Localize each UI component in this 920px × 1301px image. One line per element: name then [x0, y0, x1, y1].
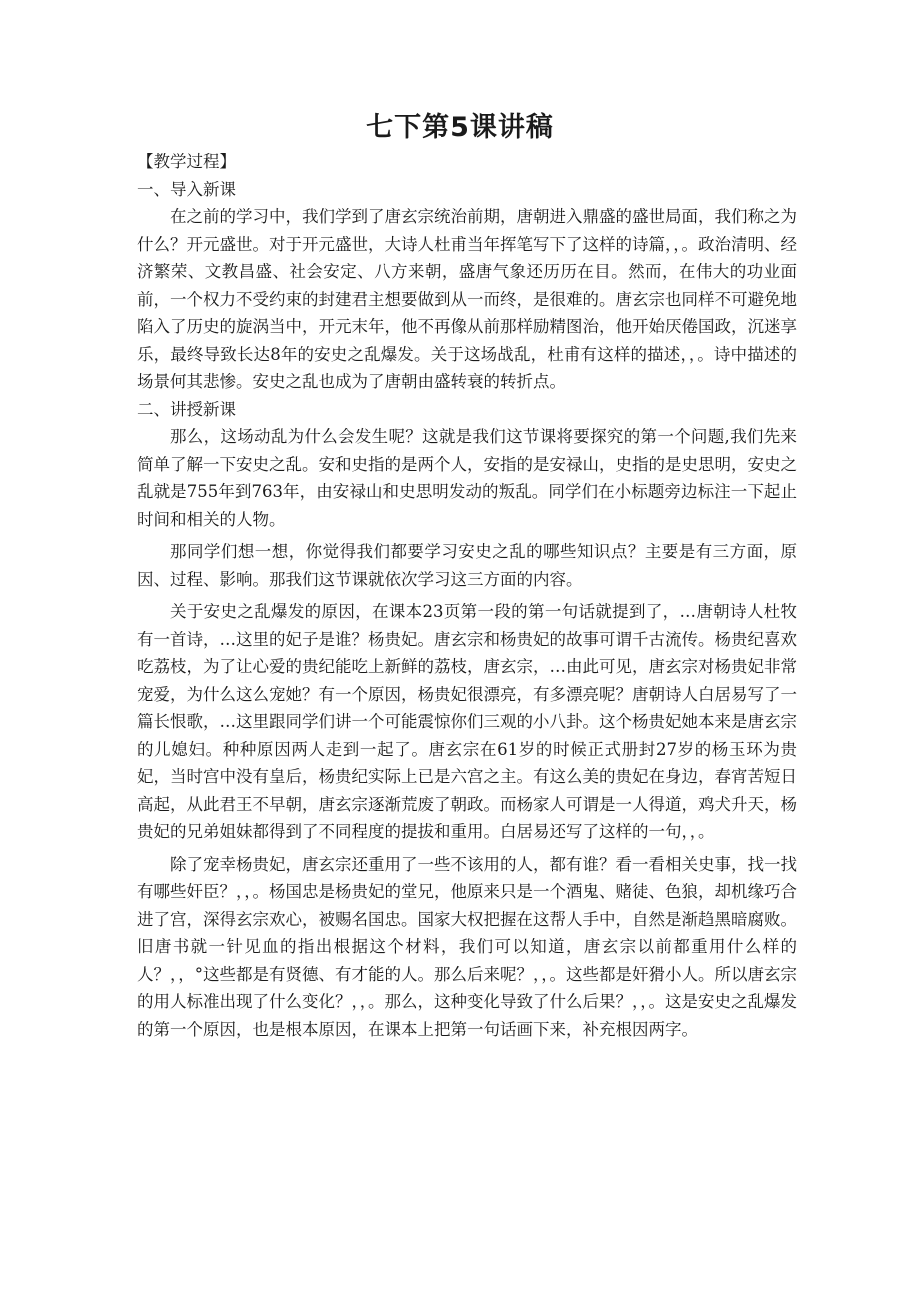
intro-paragraph: 在之前的学习中，我们学到了唐玄宗统治前期，唐朝进入鼎盛的盛世局面，我们称之为什么？开元盛世。对于开元盛世，大诗人杜甫当年挥笔写下了这样的诗篇，，。政治清明、经济繁荣、文教昌盛、社会安定、八方来朝，盛唐气象还历历在目。然而，在伟大的功业面前，一个权力不受约束的封建君主想要做到从一而终，是很难的。唐玄宗也同样不可避免地陷入了历史的旋涡当中，开元末年，他不再像从前那样励精图治，他开始厌倦国政，沉迷享乐，最终导致长达8年的安史之乱爆发。关于这场战乱，杜甫有这样的描述，，。诗中描述的场景何其悲惨。安史之乱也成为了唐朝由盛转衰的转折点。 [137, 207, 797, 391]
paragraph-treacherous-ministers: 除了宠幸杨贵妃，唐玄宗还重用了一些不该用的人，都有谁？看一看相关史事，找一找有哪些奸臣？，，。杨国忠是杨贵妃的堂兄，他原来只是一个酒鬼、赌徒、色狼，却机缘巧合进了宫，深得玄宗欢心，被赐名国忠。国家大权把握在这帮人手中，自然是渐趋黑暗腐败。旧唐书就一针见血的指出根据这个材料，我们可以知道，唐玄宗以前都重用什么样的人？，，°这些都是有贤德、有才能的人。那么后来呢？，，。这些都是奸猾小人。所以唐玄宗的用人标准出现了什么变化？，，。那么，这种变化导致了什么后果？，，。这是安史之乱爆发的第一个原因，也是根本原因，在课本上把第一句话画下来，补充根因两字。 [137, 854, 797, 1039]
paragraph-what-is-rebellion: 那么，这场动乱为什么会发生呢？这就是我们这节课将要探究的第一个问题,我们先来简单了解一下安史之乱。安和史指的是两个人，安指的是安禄山，史指的是史思明，安史之乱就是755年到763年，由安禄山和史思明发动的叛乱。同学们在小标题旁边标注一下起止时间和相关的人物。 [137, 427, 797, 529]
document-body [137, 148, 797, 1043]
teaching-process-label: 【教学过程】 [137, 152, 236, 171]
section-heading-new-lesson: 二、讲授新课 [137, 399, 236, 419]
page-title: 七下第5课讲稿 [366, 112, 554, 143]
section-heading-intro: 一、导入新课 [137, 179, 236, 199]
paragraph-three-aspects: 那同学们想一想，你觉得我们都要学习安史之乱的哪些知识点？主要是有三方面，原因、过程、影响。那我们这节课就依次学习这三方面的内容。 [137, 542, 797, 589]
paragraph-yang-guifei: 关于安史之乱爆发的原因，在课本23页第一段的第一句话就提到了，…唐朝诗人杜牧有一首诗，…这里的妃子是谁？杨贵妃。唐玄宗和杨贵妃的故事可谓千古流传。杨贵纪喜欢吃荔枝，为了让心爱的贵纪能吃上新鲜的荔枝，唐玄宗，…由此可见，唐玄宗对杨贵妃非常宠爱，为什么这么宠她？有一个原因，杨贵妃很漂亮，有多漂亮呢？唐朝诗人白居易写了一篇长恨歌，…这里跟同学们讲一个可能震惊你们三观的小八卦。这个杨贵妃她本来是唐玄宗的儿媳妇。种种原因两人走到一起了。唐玄宗在61岁的时候正式册封27岁的杨玉环为贵妃，当时宫中没有皇后，杨贵纪实际上已是六宫之主。有这么美的贵妃在身边，春宵苦短日高起，从此君王不早朝，唐玄宗逐渐荒废了朝政。而杨家人可谓是一人得道，鸡犬升天，杨贵妃的兄弟姐妹都得到了不同程度的提拔和重用。白居易还写了这样的一句，，。 [137, 602, 797, 841]
